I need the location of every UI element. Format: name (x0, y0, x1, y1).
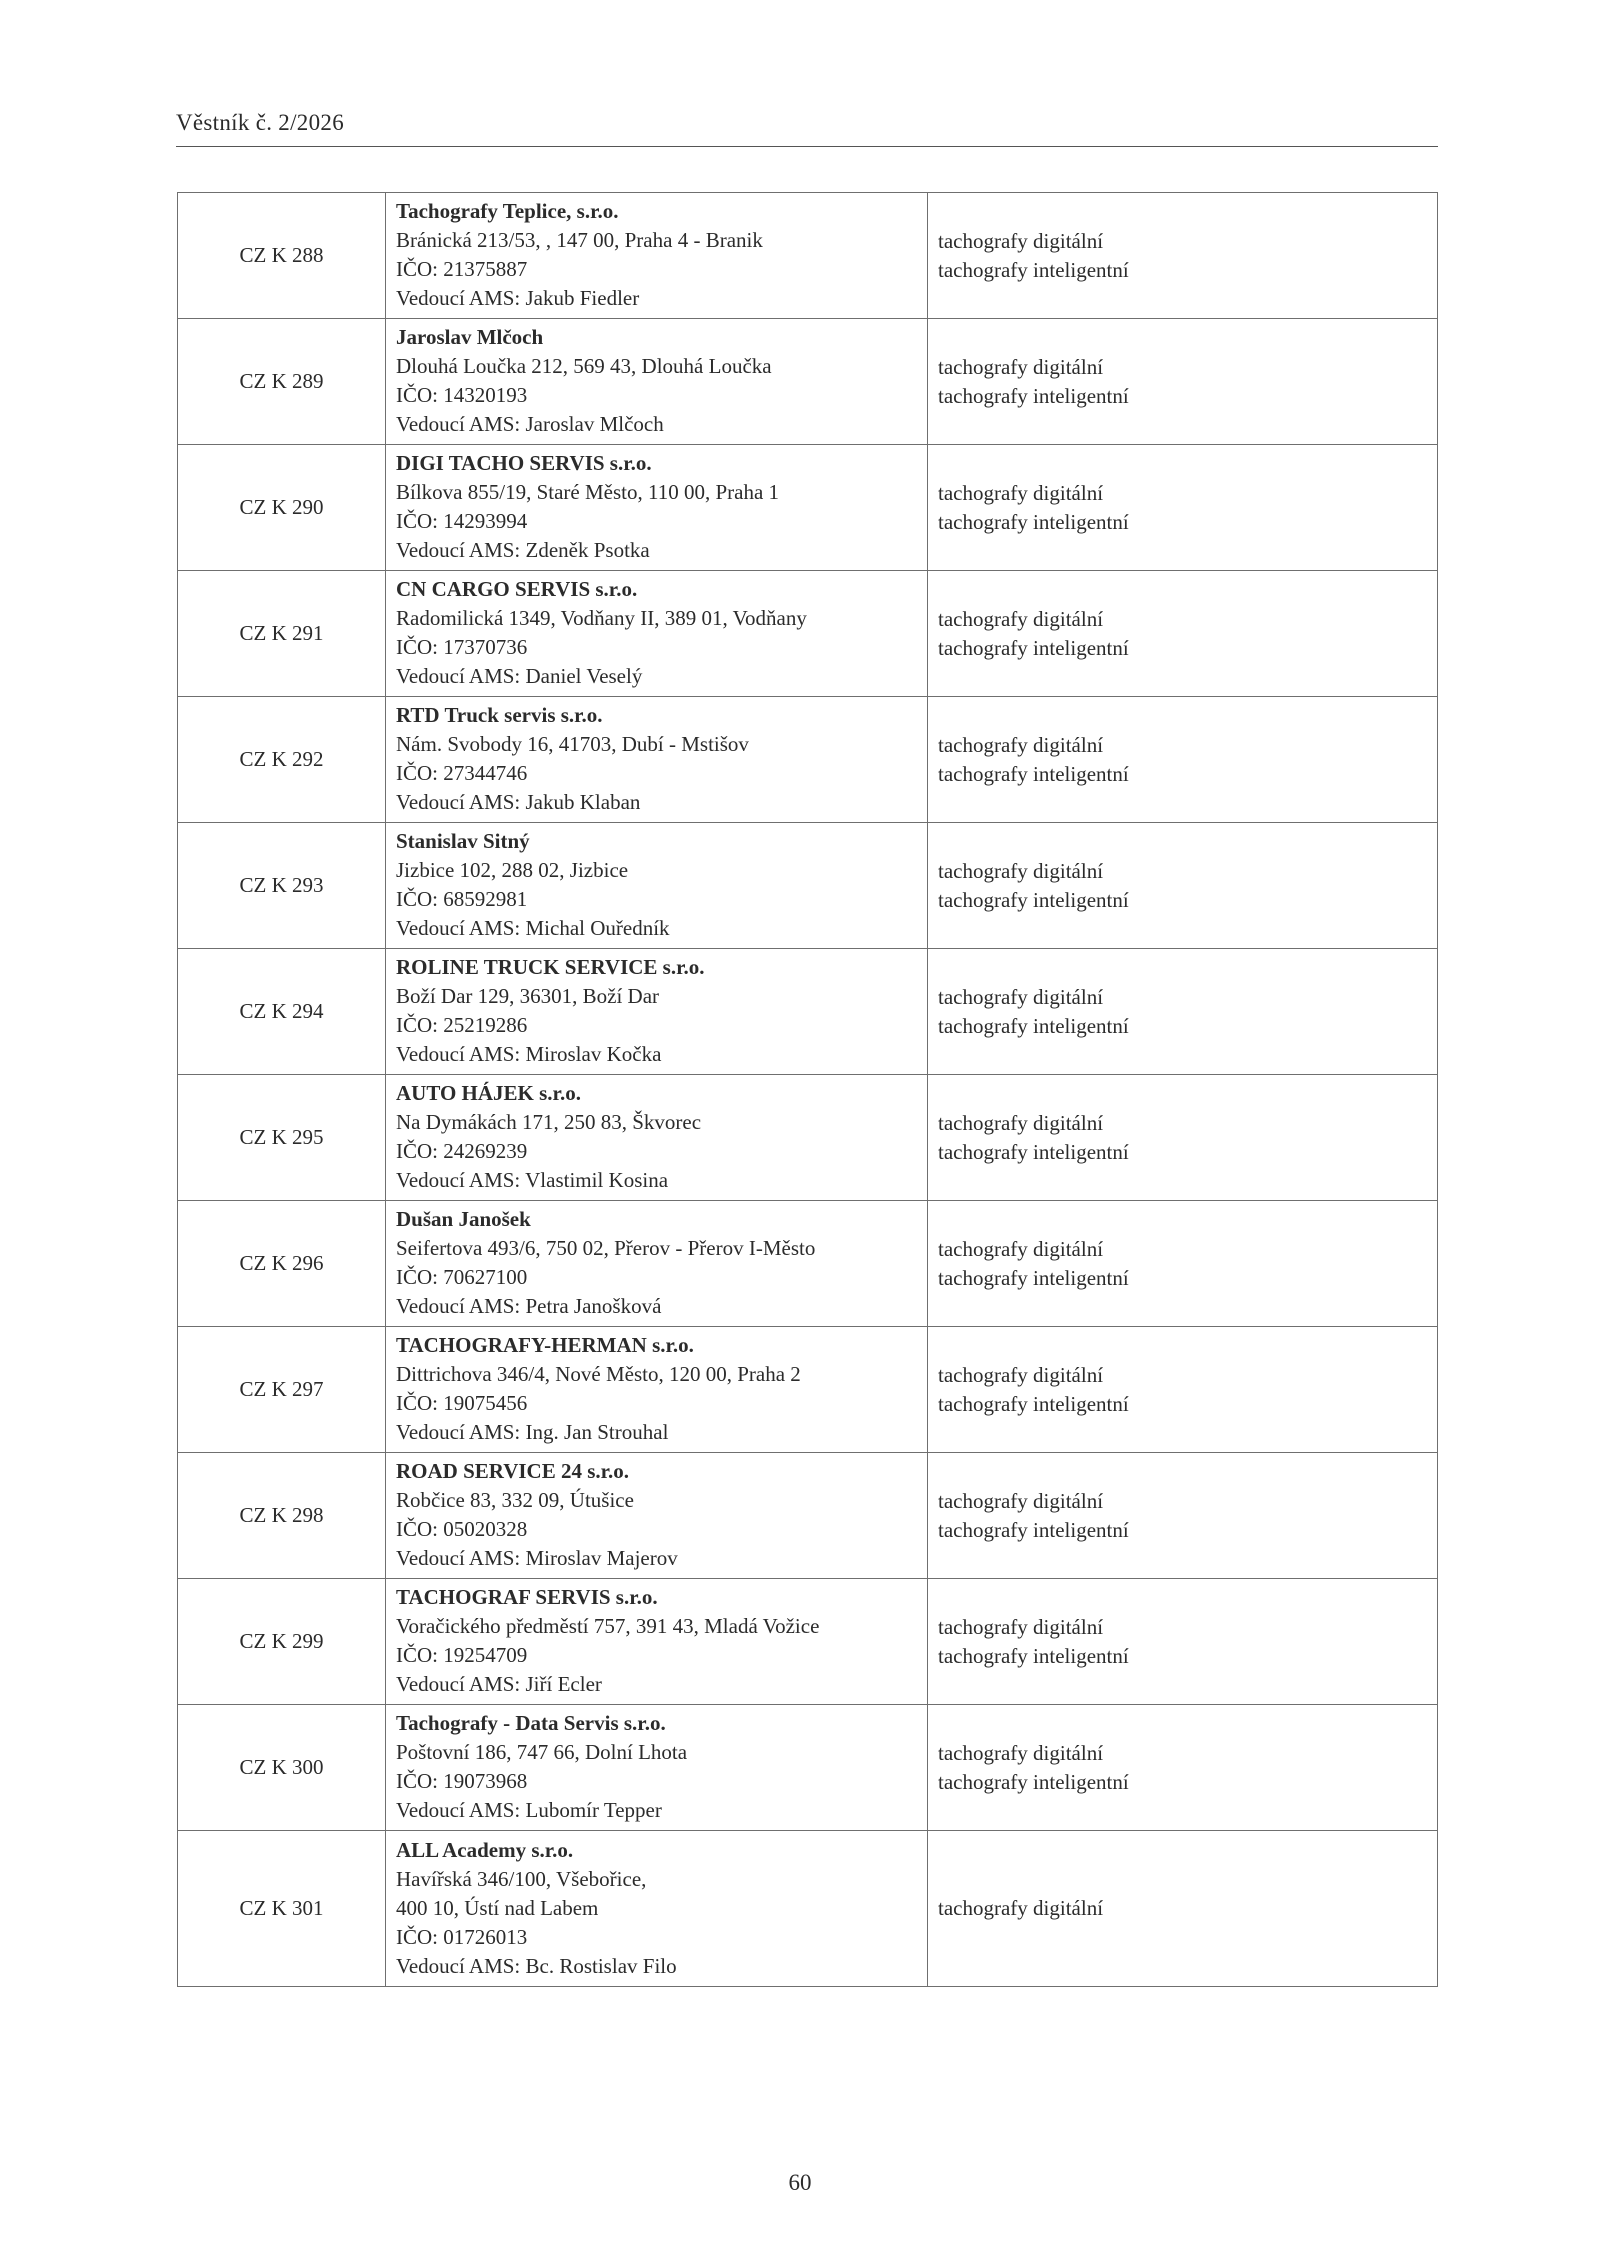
service-type: tachografy digitální (938, 984, 1104, 1009)
address-line: Jizbice 102, 288 02, Jizbice (396, 858, 629, 882)
ams-manager: Vedoucí AMS: Miroslav Kočka (396, 1042, 662, 1066)
ams-manager: Vedoucí AMS: Jakub Fiedler (396, 286, 640, 310)
service-type: tachografy digitální (938, 480, 1104, 505)
service-type: tachografy inteligentní (938, 509, 1129, 534)
ico-number: IČO: 21375887 (396, 257, 528, 281)
address-line: Na Dymákách 171, 250 83, Škvorec (396, 1110, 702, 1134)
service-type: tachografy digitální (938, 1488, 1104, 1513)
registration-code: CZ K 298 (178, 1453, 386, 1579)
service-type: tachografy inteligentní (938, 383, 1129, 408)
service-type: tachografy inteligentní (938, 1139, 1129, 1164)
service-types (928, 1579, 1438, 1705)
table-row (178, 823, 1438, 949)
service-type: tachografy digitální (938, 858, 1104, 883)
service-type: tachografy digitální (938, 1614, 1104, 1639)
service-type: tachografy inteligentní (938, 635, 1129, 660)
company-name: DIGI TACHO SERVIS s.r.o. (396, 451, 652, 475)
service-type: tachografy digitální (938, 732, 1104, 757)
ico-number: IČO: 19075456 (396, 1391, 528, 1415)
service-type: tachografy digitální (938, 1362, 1104, 1387)
company-name: Tachografy Teplice, s.r.o. (396, 199, 619, 223)
service-types (928, 1831, 1438, 1987)
station-details (386, 823, 928, 949)
registration-code: CZ K 288 (178, 193, 386, 319)
service-type: tachografy inteligentní (938, 761, 1129, 786)
company-name: TACHOGRAF SERVIS s.r.o. (396, 1585, 658, 1609)
ams-manager: Vedoucí AMS: Petra Janošková (396, 1294, 662, 1318)
page-number: 60 (788, 2170, 812, 2195)
service-type: tachografy digitální (938, 1896, 1104, 1920)
station-details (386, 571, 928, 697)
service-types (928, 1327, 1438, 1453)
table-row (178, 319, 1438, 445)
service-type: tachografy inteligentní (938, 1013, 1129, 1038)
ico-number: IČO: 14320193 (396, 383, 528, 407)
company-name: AUTO HÁJEK s.r.o. (396, 1081, 581, 1105)
service-types (928, 1453, 1438, 1579)
registration-code: CZ K 290 (178, 445, 386, 571)
station-details (386, 1831, 928, 1987)
registration-code: CZ K 294 (178, 949, 386, 1075)
company-name: Stanislav Sitný (396, 829, 530, 853)
service-type: tachografy inteligentní (938, 887, 1129, 912)
ico-number: IČO: 19254709 (396, 1643, 528, 1667)
ams-manager: Vedoucí AMS: Ing. Jan Strouhal (396, 1420, 669, 1444)
company-name: CN CARGO SERVIS s.r.o. (396, 577, 638, 601)
company-name: Dušan Janošek (396, 1207, 531, 1231)
service-type: tachografy digitální (938, 1740, 1104, 1765)
service-type: tachografy digitální (938, 606, 1104, 631)
table-row (178, 445, 1438, 571)
ico-number: IČO: 17370736 (396, 635, 528, 659)
table-row (178, 1327, 1438, 1453)
page-header-title: Věstník č. 2/2026 (176, 110, 344, 135)
ams-manager: Vedoucí AMS: Lubomír Tepper (396, 1798, 662, 1822)
address-line: Robčice 83, 332 09, Útušice (396, 1488, 634, 1512)
address-line: Dlouhá Loučka 212, 569 43, Dlouhá Loučka (396, 354, 772, 378)
ico-number: IČO: 14293994 (396, 509, 528, 533)
service-types (928, 949, 1438, 1075)
address-line: Dittrichova 346/4, Nové Město, 120 00, Praha 2 (396, 1362, 801, 1386)
service-types (928, 193, 1438, 319)
service-type: tachografy inteligentní (938, 1265, 1129, 1290)
ico-number: IČO: 19073968 (396, 1769, 528, 1793)
table-row (178, 697, 1438, 823)
registration-code: CZ K 295 (178, 1075, 386, 1201)
table-row (178, 571, 1438, 697)
table-row (178, 1579, 1438, 1705)
table-row (178, 1831, 1438, 1987)
registration-code: CZ K 299 (178, 1579, 386, 1705)
registration-code: CZ K 297 (178, 1327, 386, 1453)
ams-manager: Vedoucí AMS: Vlastimil Kosina (396, 1168, 669, 1192)
ico-number: IČO: 01726013 (396, 1924, 528, 1949)
station-details (386, 949, 928, 1075)
station-details (386, 697, 928, 823)
ico-number: IČO: 05020328 (396, 1517, 528, 1541)
company-name: RTD Truck servis s.r.o. (396, 703, 603, 727)
service-type: tachografy inteligentní (938, 1643, 1129, 1668)
service-type: tachografy inteligentní (938, 1517, 1129, 1542)
service-type: tachografy digitální (938, 354, 1104, 379)
service-type: tachografy inteligentní (938, 257, 1129, 282)
company-name: Jaroslav Mlčoch (396, 325, 544, 349)
company-name: ROLINE TRUCK SERVICE s.r.o. (396, 955, 705, 979)
station-details (386, 445, 928, 571)
station-details (386, 1327, 928, 1453)
address-line: Bránická 213/53, , 147 00, Praha 4 - Branik (396, 228, 763, 252)
ams-manager: Vedoucí AMS: Bc. Rostislav Filo (396, 1953, 677, 1978)
service-type: tachografy digitální (938, 228, 1104, 253)
station-details (386, 1579, 928, 1705)
table-row (178, 1075, 1438, 1201)
registration-code: CZ K 300 (178, 1705, 386, 1831)
ico-number: IČO: 24269239 (396, 1139, 528, 1163)
table-row (178, 1453, 1438, 1579)
address-line: Boží Dar 129, 36301, Boží Dar (396, 984, 660, 1008)
registration-code: CZ K 301 (178, 1831, 386, 1987)
ams-manager: Vedoucí AMS: Miroslav Majerov (396, 1546, 678, 1570)
company-name: ALL Academy s.r.o. (396, 1837, 574, 1862)
table-row (178, 1705, 1438, 1831)
address-line: Havířská 346/100, Všebořice, (396, 1866, 647, 1891)
service-types (928, 823, 1438, 949)
station-details (386, 1453, 928, 1579)
service-types (928, 571, 1438, 697)
service-types (928, 1201, 1438, 1327)
service-types (928, 697, 1438, 823)
registration-code: CZ K 293 (178, 823, 386, 949)
address-line: Seifertova 493/6, 750 02, Přerov - Přerov I-Město (396, 1236, 816, 1260)
table-row (178, 193, 1438, 319)
ico-number: IČO: 27344746 (396, 761, 528, 785)
ams-manager: Vedoucí AMS: Michal Ouředník (396, 916, 670, 940)
ams-manager: Vedoucí AMS: Zdeněk Psotka (396, 538, 650, 562)
address-line: Nám. Svobody 16, 41703, Dubí - Mstišov (396, 732, 749, 756)
service-types (928, 445, 1438, 571)
table-row (178, 949, 1438, 1075)
service-type: tachografy digitální (938, 1110, 1104, 1135)
service-types (928, 1705, 1438, 1831)
registration-code: CZ K 289 (178, 319, 386, 445)
station-details (386, 319, 928, 445)
service-type: tachografy inteligentní (938, 1391, 1129, 1416)
registration-code: CZ K 291 (178, 571, 386, 697)
station-details (386, 193, 928, 319)
address-line: 400 10, Ústí nad Labem (396, 1895, 599, 1920)
address-line: Radomilická 1349, Vodňany II, 389 01, Vodňany (396, 606, 807, 630)
registry-table-body (178, 193, 1438, 1987)
service-types (928, 319, 1438, 445)
service-type: tachografy inteligentní (938, 1769, 1129, 1794)
table-row (178, 1201, 1438, 1327)
ico-number: IČO: 25219286 (396, 1013, 528, 1037)
ams-manager: Vedoucí AMS: Daniel Veselý (396, 664, 643, 688)
ams-manager: Vedoucí AMS: Jaroslav Mlčoch (396, 412, 664, 436)
service-type: tachografy digitální (938, 1236, 1104, 1261)
address-line: Poštovní 186, 747 66, Dolní Lhota (396, 1740, 688, 1764)
ico-number: IČO: 70627100 (396, 1265, 528, 1289)
registration-code: CZ K 296 (178, 1201, 386, 1327)
ams-manager: Vedoucí AMS: Jakub Klaban (396, 790, 641, 814)
ams-manager: Vedoucí AMS: Jiří Ecler (396, 1672, 602, 1696)
address-line: Bílkova 855/19, Staré Město, 110 00, Praha 1 (396, 480, 780, 504)
company-name: ROAD SERVICE 24 s.r.o. (396, 1459, 630, 1483)
address-line: Voračického předměstí 757, 391 43, Mladá Vožice (396, 1614, 820, 1638)
company-name: Tachografy - Data Servis s.r.o. (396, 1711, 666, 1735)
company-name: TACHOGRAFY-HERMAN s.r.o. (396, 1333, 694, 1357)
ico-number: IČO: 68592981 (396, 887, 528, 911)
station-details (386, 1705, 928, 1831)
service-types (928, 1075, 1438, 1201)
registration-code: CZ K 292 (178, 697, 386, 823)
station-details (386, 1075, 928, 1201)
station-details (386, 1201, 928, 1327)
header-divider (176, 146, 1438, 147)
registry-table (177, 192, 1438, 1987)
